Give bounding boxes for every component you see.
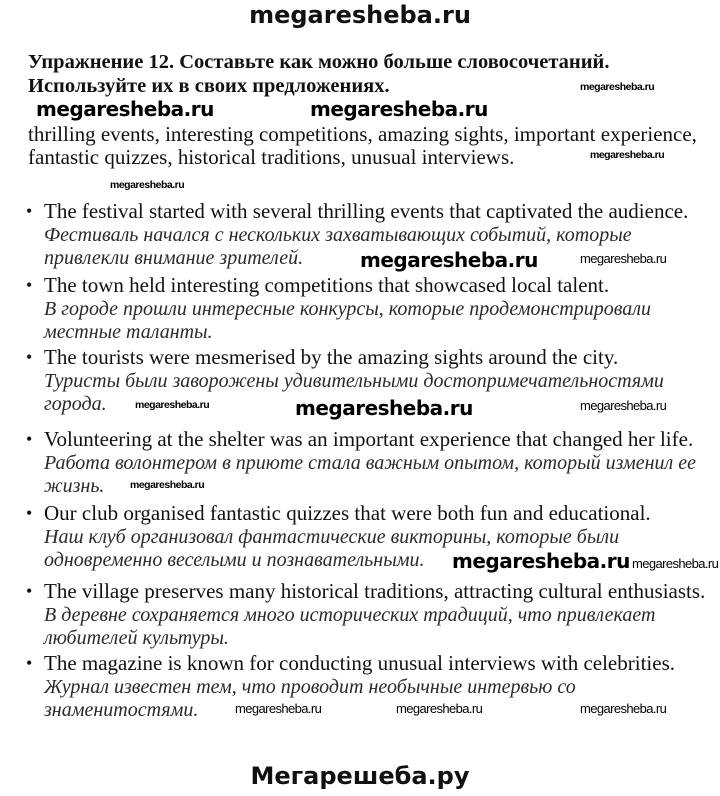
bullet-icon: • — [26, 201, 33, 221]
sentence-russian-line: Журнал известен тем, что проводит необычные интервью со — [44, 676, 576, 698]
watermark: megaresheba.ru — [580, 251, 667, 266]
watermark: megaresheba.ru — [135, 399, 210, 411]
sentence-russian-line: одновременно веселыми и познавательными. — [44, 549, 425, 571]
bullet-icon: • — [26, 653, 33, 673]
watermark: megaresheba.ru — [580, 701, 667, 716]
watermark: megaresheba.ru — [295, 396, 473, 420]
sentence-russian-line: местные таланты. — [44, 321, 213, 343]
watermark: megaresheba.ru — [632, 556, 719, 571]
sentence-russian-line: Туристы были заворожены удивительными достопримечательностями — [44, 370, 664, 392]
sentence-english: The tourists were mesmerised by the amazing sights around the city. — [44, 345, 619, 369]
sentence-english: The festival started with several thrilling events that captivated the audience. — [44, 199, 689, 223]
bullet-icon: • — [26, 347, 33, 367]
sentence-russian-line: любителей культуры. — [44, 627, 229, 649]
sentence-english: The magazine is known for conducting unusual interviews with celebrities. — [44, 651, 675, 675]
sentence-russian-line: знаменитостями. — [44, 699, 199, 721]
site-header-watermark: megaresheba.ru — [249, 1, 471, 29]
sentence-russian-line: Фестиваль начался с нескольких захватывающих событий, которые — [44, 224, 632, 246]
watermark: megaresheba.ru — [130, 479, 205, 491]
watermark: megaresheba.ru — [452, 549, 630, 573]
watermark: megaresheba.ru — [396, 701, 483, 716]
sentence-russian-line: Наш клуб организовал фантастические викторины, которые были — [44, 526, 620, 548]
sentence-russian-line: Работа волонтером в приюте стала важным опытом, который изменил ее — [44, 452, 696, 474]
sentence-russian-line: города. — [44, 393, 107, 415]
sentence-english: Our club organised fantastic quizzes that were both fun and educational. — [44, 501, 651, 525]
bullet-icon: • — [26, 503, 33, 523]
watermark: megaresheba.ru — [110, 179, 185, 191]
watermark: megaresheba.ru — [235, 701, 322, 716]
bullet-icon: • — [26, 275, 33, 295]
watermark: megaresheba.ru — [590, 149, 665, 161]
watermark: megaresheba.ru — [580, 81, 655, 93]
phrases-line-2: fantastic quizzes, historical traditions, unusual interviews. — [28, 145, 515, 169]
sentence-russian-line: привлекли внимание зрителей. — [44, 247, 304, 269]
watermark: megaresheba.ru — [36, 97, 214, 121]
watermark: megaresheba.ru — [580, 398, 667, 413]
phrases-line-1: thrilling events, interesting competitions, amazing sights, important experience, — [28, 122, 697, 146]
bullet-icon: • — [26, 429, 33, 449]
sentence-english: The village preserves many historical traditions, attracting cultural enthusiasts. — [44, 579, 706, 603]
sentence-russian-line: В деревне сохраняется много исторических традиций, что привлекает — [44, 604, 656, 626]
sentence-english: The town held interesting competitions that showcased local talent. — [44, 273, 610, 297]
sentence-russian-line: жизнь. — [44, 475, 105, 497]
bullet-icon: • — [26, 581, 33, 601]
watermark: megaresheba.ru — [360, 248, 538, 272]
sentence-english: Volunteering at the shelter was an important experience that changed her life. — [44, 427, 694, 451]
site-footer-watermark: Мегарешеба.ру — [250, 762, 470, 790]
sentence-russian-line: В городе прошли интересные конкурсы, которые продемонстрировали — [44, 298, 652, 320]
watermark: megaresheba.ru — [310, 97, 488, 121]
exercise-title-line-1: Упражнение 12. Составьте как можно больше словосочетаний. — [28, 51, 610, 73]
exercise-title-line-2: Используйте их в своих предложениях. — [28, 75, 390, 97]
